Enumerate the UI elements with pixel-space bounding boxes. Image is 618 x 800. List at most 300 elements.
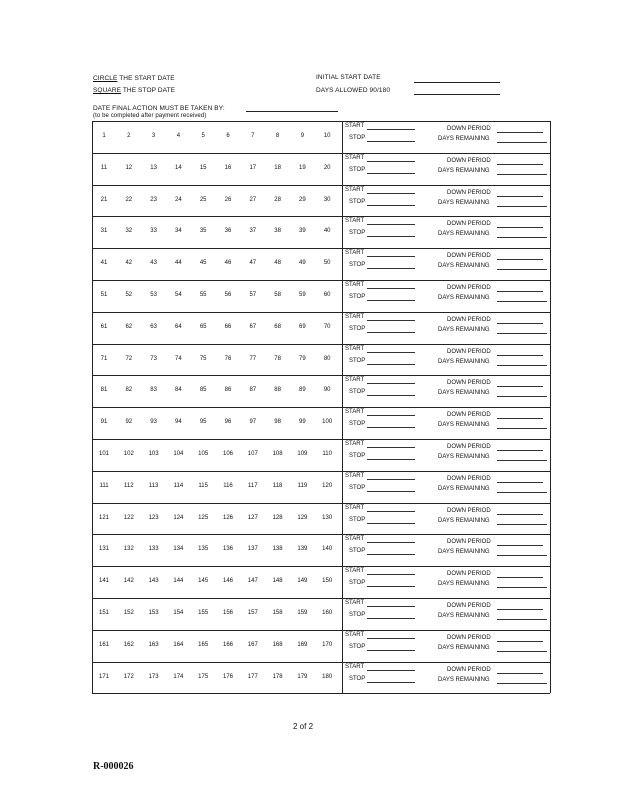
day-number[interactable]: 92 [125,419,133,426]
start-label: START [345,282,365,288]
day-number[interactable]: 146 [222,578,233,585]
day-number[interactable]: 84 [175,387,182,394]
days-remaining-label: DAYS REMAINING [438,295,490,301]
day-number[interactable]: 79 [299,355,306,362]
down-period-field[interactable] [497,196,543,197]
day-number[interactable]: 43 [150,260,157,267]
day-numbers [92,598,342,629]
day-number[interactable]: 112 [124,482,134,489]
day-number[interactable]: 145 [198,578,209,585]
day-number[interactable]: 67 [249,323,257,330]
day-number[interactable]: 115 [198,482,208,489]
days-remaining-field[interactable] [497,587,547,588]
down-period-field[interactable] [497,609,543,610]
down-period-field[interactable] [497,450,543,451]
day-number[interactable]: 48 [274,260,281,267]
day-number[interactable]: 135 [198,546,209,553]
day-number[interactable]: 136 [222,546,233,553]
day-number[interactable]: 168 [272,641,283,648]
day-number[interactable]: 49 [299,260,306,267]
day-number[interactable]: 29 [299,196,306,203]
stop-label: STOP [349,484,366,491]
day-number[interactable]: 82 [125,387,133,394]
day-number[interactable]: 129 [297,514,308,521]
day-number[interactable]: 40 [323,228,331,235]
day-number[interactable]: 171 [98,673,109,680]
day-number[interactable]: 162 [123,641,134,648]
start-field[interactable] [367,161,415,162]
days-remaining-field[interactable] [497,619,547,620]
down-period-field[interactable] [497,291,543,292]
down-period-field[interactable] [497,577,543,578]
stop-field[interactable] [367,205,415,206]
day-number[interactable]: 164 [173,641,184,648]
day-number[interactable]: 73 [150,355,157,362]
day-number[interactable]: 4 [176,133,181,139]
grid-row [92,662,550,693]
day-count-grid [92,121,550,693]
days-remaining-label: DAYS REMAINING [438,136,490,142]
start-field[interactable] [367,288,415,289]
stop-label: STOP [349,230,366,237]
down-period-field[interactable] [497,545,543,546]
day-number[interactable]: 93 [150,419,157,426]
day-number[interactable]: 53 [150,292,157,298]
day-number[interactable]: 10 [323,133,331,139]
day-number[interactable]: 76 [224,355,232,362]
day-number[interactable]: 123 [148,514,159,521]
day-number[interactable]: 97 [249,419,257,426]
days-remaining-label: DAYS REMAINING [438,358,490,365]
day-number[interactable]: 25 [199,196,207,203]
days-remaining-field[interactable] [497,396,547,397]
day-number[interactable]: 133 [148,546,159,553]
day-number[interactable]: 39 [299,228,306,235]
stop-field[interactable] [367,427,415,428]
day-number[interactable]: 157 [247,610,258,616]
down-period-field[interactable] [497,323,543,324]
day-number[interactable]: 126 [222,514,233,521]
days-remaining-label: DAYS REMAINING [438,167,490,174]
days-remaining-field[interactable] [497,365,547,366]
day-number[interactable]: 70 [323,323,331,330]
day-number[interactable]: 178 [272,673,283,680]
day-number[interactable]: 27 [249,196,257,203]
day-number[interactable]: 170 [322,641,333,648]
day-number[interactable]: 180 [322,673,333,680]
day-number[interactable]: 47 [249,260,257,267]
day-number[interactable]: 20 [323,164,331,171]
day-number[interactable]: 80 [323,355,331,362]
down-period-field[interactable] [497,259,543,260]
day-number[interactable]: 85 [199,387,207,394]
start-label: START [345,377,365,384]
day-number[interactable]: 14 [175,164,182,171]
day-number[interactable]: 125 [198,514,209,521]
days-remaining-field[interactable] [497,492,547,493]
start-label: START [345,250,365,257]
stop-field[interactable] [367,300,415,301]
status-block [345,185,550,216]
stop-label: STOP [349,294,366,300]
day-number[interactable]: 33 [150,228,157,235]
days-remaining-field[interactable] [497,683,547,684]
start-field[interactable] [367,638,415,639]
start-field[interactable] [367,256,415,257]
start-field[interactable] [367,511,415,512]
down-period-field[interactable] [497,164,543,165]
day-number[interactable]: 179 [297,673,308,680]
day-number[interactable]: 108 [272,451,283,457]
start-label: START [345,568,365,575]
circle-instruction [93,75,175,82]
days-remaining-field[interactable] [497,428,547,429]
day-number[interactable]: 62 [125,323,133,330]
day-number[interactable]: 71 [100,355,108,362]
grid-row [92,280,550,311]
day-number[interactable]: 95 [199,419,207,426]
day-numbers [92,121,342,152]
day-number[interactable]: 81 [100,387,108,394]
final-action-note: (to be completed after payment received) [93,113,207,119]
day-number[interactable]: 16 [224,164,232,171]
day-number[interactable]: 138 [272,546,283,553]
day-number[interactable]: 120 [322,482,333,489]
day-number[interactable]: 28 [274,196,281,203]
day-number[interactable]: 12 [125,164,133,171]
day-number[interactable]: 101 [98,451,109,457]
day-number[interactable]: 154 [173,610,184,616]
day-number[interactable]: 99 [299,419,306,426]
day-number[interactable]: 163 [148,641,159,648]
stop-field[interactable] [367,173,415,174]
day-number[interactable]: 42 [125,260,133,267]
day-number[interactable]: 117 [248,482,258,489]
start-field[interactable] [367,415,415,416]
stop-field[interactable] [367,364,415,365]
days-remaining-field[interactable] [497,333,547,334]
day-number[interactable]: 83 [150,387,157,394]
day-number[interactable]: 165 [198,641,209,648]
day-number[interactable]: 169 [297,641,308,648]
start-field[interactable] [367,670,415,671]
day-number[interactable]: 128 [272,514,283,521]
day-number[interactable]: 102 [123,451,134,457]
day-number[interactable]: 51 [100,292,108,298]
down-period-field[interactable] [497,482,543,483]
day-number[interactable]: 56 [224,292,232,298]
day-number[interactable]: 32 [125,228,133,235]
day-number[interactable]: 118 [272,482,283,489]
day-numbers [92,503,342,534]
stop-label: STOP [349,643,366,650]
down-period-field[interactable] [497,418,543,419]
day-number[interactable]: 24 [175,196,182,203]
final-action-label: DATE FINAL ACTION MUST BE TAKEN BY: [93,105,225,112]
down-period-field[interactable] [497,514,543,515]
start-field[interactable] [367,447,415,448]
day-number[interactable]: 155 [198,610,209,616]
stop-field[interactable] [367,554,415,555]
day-number[interactable]: 174 [173,673,184,680]
day-number[interactable]: 52 [125,292,133,298]
day-number[interactable]: 158 [272,610,283,616]
day-number[interactable]: 7 [251,133,255,139]
start-label: START [345,409,365,416]
status-block [345,662,550,693]
stop-field[interactable] [367,682,415,683]
stop-field[interactable] [367,618,415,619]
day-number[interactable]: 94 [175,419,182,426]
down-period-field[interactable] [497,227,543,228]
start-field[interactable] [367,320,415,321]
down-period-field[interactable] [497,673,543,674]
day-number[interactable]: 9 [300,133,305,139]
start-field[interactable] [367,606,415,607]
day-number[interactable]: 122 [123,514,134,521]
day-number[interactable]: 57 [249,292,257,298]
day-number[interactable]: 58 [274,292,281,298]
day-number[interactable]: 64 [175,323,182,330]
day-number[interactable]: 166 [222,641,233,648]
day-number[interactable]: 69 [299,323,306,330]
day-number[interactable]: 106 [222,451,233,457]
day-number[interactable]: 5 [201,133,205,139]
day-number[interactable]: 160 [322,610,333,616]
days-remaining-field[interactable] [497,301,547,302]
square-word: SQUARE [93,87,122,94]
day-number[interactable]: 86 [224,387,232,394]
days-remaining-label: DAYS REMAINING [438,231,490,238]
day-number[interactable]: 91 [100,419,108,426]
day-number[interactable]: 173 [148,673,159,680]
stop-field[interactable] [367,268,415,269]
page-number: 2 of 2 [293,722,314,731]
day-number[interactable]: 137 [247,546,258,553]
day-number[interactable]: 177 [247,673,258,680]
day-number[interactable]: 111 [99,482,109,489]
status-block [345,598,550,629]
day-number[interactable]: 22 [125,196,133,203]
day-number[interactable]: 36 [224,228,232,235]
day-number[interactable]: 37 [249,228,257,235]
day-number[interactable]: 23 [150,196,157,203]
day-number[interactable]: 77 [249,355,257,362]
day-number[interactable]: 89 [299,387,306,394]
days-remaining-label: DAYS REMAINING [438,454,490,460]
final-action-field[interactable] [246,111,338,112]
days-remaining-field[interactable] [497,174,547,175]
day-number[interactable]: 2 [127,133,131,139]
day-number[interactable]: 127 [247,514,258,521]
day-number[interactable]: 153 [148,610,159,616]
status-block [345,153,550,184]
grid-right-border [550,121,551,693]
day-number[interactable]: 103 [148,451,159,457]
status-block [345,344,550,375]
day-number[interactable]: 46 [224,260,232,267]
day-number[interactable]: 60 [323,292,331,298]
day-number[interactable]: 131 [98,546,109,553]
day-number[interactable]: 141 [98,578,109,585]
days-remaining-label: DAYS REMAINING [438,199,490,206]
day-number[interactable]: 18 [274,164,281,171]
day-number[interactable]: 15 [199,164,207,171]
start-field[interactable] [367,129,415,130]
down-period-field[interactable] [497,132,543,133]
day-number[interactable]: 109 [297,451,308,457]
day-number[interactable]: 96 [224,419,232,426]
day-number[interactable]: 124 [173,514,184,521]
day-number[interactable]: 113 [148,482,159,489]
days-allowed-field[interactable] [414,94,500,95]
day-number[interactable]: 156 [222,610,233,616]
day-number[interactable]: 44 [175,260,182,267]
day-number[interactable]: 110 [322,451,332,457]
day-number[interactable]: 66 [224,323,232,330]
day-number[interactable]: 144 [173,578,184,585]
stop-field[interactable] [367,141,415,142]
grid-row [92,471,550,502]
day-number[interactable]: 175 [198,673,209,680]
start-field[interactable] [367,479,415,480]
start-field[interactable] [367,383,415,384]
down-period-field[interactable] [497,355,543,356]
day-number[interactable]: 68 [274,323,281,330]
day-number[interactable]: 63 [150,323,157,330]
start-field[interactable] [367,193,415,194]
day-number[interactable]: 151 [98,610,109,616]
stop-field[interactable] [367,395,415,396]
day-number[interactable]: 98 [274,419,281,426]
day-number[interactable]: 75 [199,355,207,362]
status-block [345,375,550,406]
day-number[interactable]: 107 [247,451,258,457]
start-field[interactable] [367,224,415,225]
day-number[interactable]: 119 [297,482,308,489]
day-number[interactable]: 17 [249,164,257,171]
down-period-field[interactable] [497,386,543,387]
initial-start-field[interactable] [414,82,500,83]
day-number[interactable]: 65 [199,323,207,330]
day-number[interactable]: 159 [297,610,308,616]
day-number[interactable]: 34 [175,228,182,235]
stop-field[interactable] [367,523,415,524]
day-number[interactable]: 35 [199,228,207,235]
day-number[interactable]: 78 [274,355,281,362]
day-number[interactable]: 21 [100,196,108,203]
days-remaining-field[interactable] [497,651,547,652]
day-number[interactable]: 161 [98,641,109,648]
day-number[interactable]: 132 [123,546,134,553]
status-block [345,630,550,661]
days-remaining-field[interactable] [497,269,547,270]
day-number[interactable]: 167 [247,641,258,648]
down-period-label: DOWN PERIOD [447,412,491,419]
day-number[interactable]: 100 [322,419,333,426]
day-number[interactable]: 11 [100,164,108,171]
day-number[interactable]: 139 [297,546,308,553]
stop-field[interactable] [367,586,415,587]
days-remaining-field[interactable] [497,142,547,143]
day-number[interactable]: 150 [322,578,333,585]
days-remaining-field[interactable] [497,237,547,238]
day-number[interactable]: 1 [102,133,106,139]
day-number[interactable]: 87 [249,387,257,394]
day-number[interactable]: 19 [299,164,306,171]
day-number[interactable]: 152 [123,610,134,616]
status-block [345,121,550,152]
day-number[interactable]: 140 [322,546,333,553]
stop-field[interactable] [367,650,415,651]
stop-field[interactable] [367,491,415,492]
day-number[interactable]: 30 [323,196,331,203]
day-number[interactable]: 116 [223,482,233,489]
day-number[interactable]: 72 [125,355,133,362]
day-number[interactable]: 147 [247,578,258,585]
day-number[interactable]: 26 [224,196,232,203]
day-number[interactable]: 134 [173,546,184,553]
day-number[interactable]: 105 [198,451,209,457]
days-remaining-label: DAYS REMAINING [438,263,490,270]
stop-field[interactable] [367,332,415,333]
stop-label: STOP [349,516,366,523]
start-field[interactable] [367,542,415,543]
day-number[interactable]: 74 [175,355,182,362]
days-remaining-field[interactable] [497,460,547,461]
day-number[interactable]: 61 [100,323,108,330]
days-remaining-field[interactable] [497,206,547,207]
day-number[interactable]: 121 [98,514,109,521]
day-number[interactable]: 88 [274,387,281,394]
day-number[interactable]: 41 [100,260,108,267]
day-number[interactable]: 38 [274,228,281,235]
initial-start-label: INITIAL START DATE [316,74,381,81]
day-number[interactable]: 13 [150,164,157,171]
days-remaining-label: DAYS REMAINING [438,644,490,651]
day-number[interactable]: 59 [299,292,306,298]
day-number[interactable]: 45 [199,260,207,267]
day-number[interactable]: 104 [173,451,184,457]
days-remaining-field[interactable] [497,524,547,525]
down-period-field[interactable] [497,641,543,642]
day-number[interactable]: 6 [226,133,230,139]
day-number[interactable]: 54 [175,292,182,298]
day-number[interactable]: 8 [275,133,280,139]
day-number[interactable]: 142 [123,578,134,585]
day-number[interactable]: 143 [148,578,159,585]
day-number[interactable]: 176 [222,673,233,680]
start-field[interactable] [367,574,415,575]
day-numbers [92,216,342,247]
stop-field[interactable] [367,236,415,237]
day-number[interactable]: 90 [323,387,331,394]
stop-field[interactable] [367,459,415,460]
day-number[interactable]: 172 [123,673,134,680]
day-number[interactable]: 50 [323,260,331,267]
day-number[interactable]: 130 [322,514,333,521]
day-number[interactable]: 149 [297,578,308,585]
start-label: START [345,345,365,352]
day-number[interactable]: 114 [173,482,184,489]
day-number[interactable]: 31 [100,228,108,235]
days-remaining-field[interactable] [497,555,547,556]
day-number[interactable]: 55 [199,292,207,298]
day-number[interactable]: 148 [272,578,283,585]
day-number[interactable]: 3 [151,133,156,139]
status-block [345,216,550,247]
start-field[interactable] [367,352,415,353]
